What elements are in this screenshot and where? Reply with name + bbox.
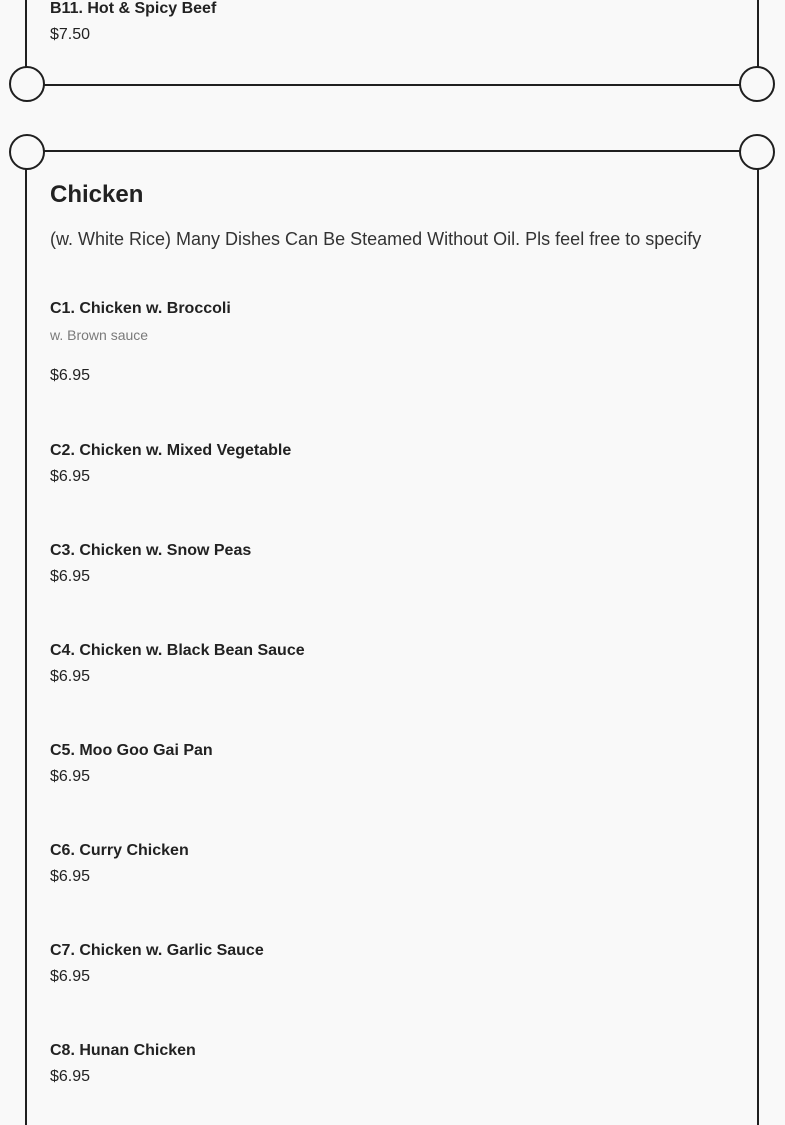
- menu-item-price: $6.95: [50, 1068, 91, 1085]
- menu-item-name: C5. Moo Goo Gai Pan: [50, 742, 213, 759]
- menu-item-description: w. Brown sauce: [50, 327, 149, 343]
- menu-item-name: C3. Chicken w. Snow Peas: [50, 542, 252, 559]
- menu-item-name: C4. Chicken w. Black Bean Sauce: [50, 642, 305, 659]
- card-corner-notch: [9, 134, 45, 170]
- menu-item-price: $6.95: [50, 367, 91, 384]
- menu-item-name: C8. Hunan Chicken: [50, 1042, 196, 1059]
- menu-item-c1[interactable]: [50, 300, 231, 385]
- section-title: Chicken: [50, 181, 144, 208]
- section-subtitle: (w. White Rice) Many Dishes Can Be Steamed Without Oil. Pls feel free to specify: [50, 229, 702, 249]
- menu-item-c6[interactable]: [50, 842, 189, 886]
- card-corner-notch: [9, 66, 45, 102]
- beef-section-card: [25, 0, 759, 86]
- menu-item-price: $7.50: [50, 26, 91, 43]
- menu-item-name: C6. Curry Chicken: [50, 842, 189, 859]
- card-corner-notch: [739, 134, 775, 170]
- menu-item-name: C1. Chicken w. Broccoli: [50, 300, 231, 317]
- chicken-section-card: [25, 150, 759, 1125]
- menu-item-price: $6.95: [50, 868, 91, 885]
- menu-item-name: C2. Chicken w. Mixed Vegetable: [50, 442, 292, 459]
- menu-item-c2[interactable]: [50, 442, 291, 486]
- menu-item-name: C7. Chicken w. Garlic Sauce: [50, 942, 264, 959]
- menu-item-c8[interactable]: [50, 1042, 196, 1086]
- menu-item-name: B11. Hot & Spicy Beef: [50, 0, 217, 17]
- card-corner-notch: [739, 66, 775, 102]
- menu-item-price: $6.95: [50, 468, 91, 485]
- menu-item-price: $6.95: [50, 568, 91, 585]
- menu-item-price: $6.95: [50, 968, 91, 985]
- menu-item-price: $6.95: [50, 768, 91, 785]
- menu-item-c5[interactable]: [50, 742, 213, 786]
- menu-item-c4[interactable]: [50, 642, 305, 686]
- menu-item-c3[interactable]: [50, 542, 251, 586]
- menu-item-c7[interactable]: [50, 942, 264, 986]
- menu-item-price: $6.95: [50, 668, 91, 685]
- menu-item-b11[interactable]: [50, 0, 216, 44]
